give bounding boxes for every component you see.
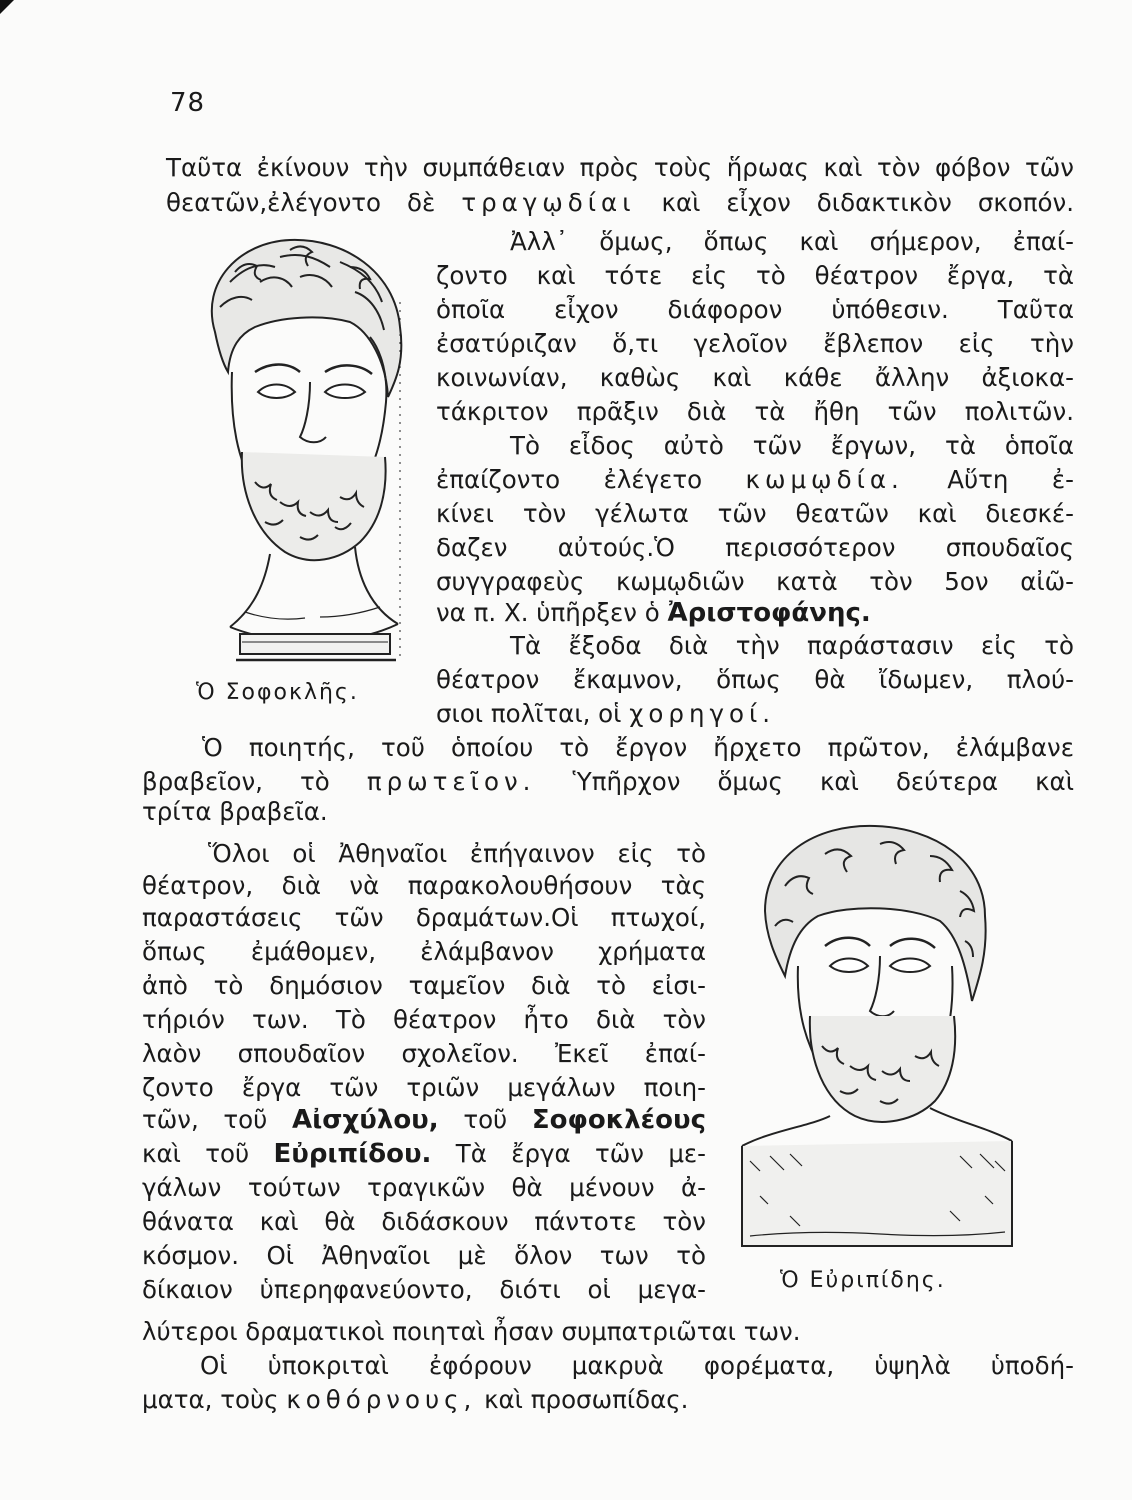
text-line-33: κόσμον. Οἱ Ἀθηναῖοι μὲ ὅλον των τὸ — [142, 1241, 706, 1270]
text-line-25: ἀπὸ τὸ δημόσιον ταμεῖον διὰ τὸ εἰσι- — [142, 971, 706, 1000]
text-fragment: Ὑπῆρχον ὅμως καὶ δεύτερα καὶ — [572, 767, 1074, 796]
text-line-36: Οἱ ὑποκριταὶ ἐφόρουν μακρυὰ φορέματα, ὑψηλὰ ὑποδή- — [200, 1351, 1074, 1380]
text-line-18: Ὁ ποιητής, τοῦ ὁποίου τὸ ἔργον ἤρχετο πρῶτον, ἐλάμβανε — [202, 733, 1074, 762]
name-aeschylus: Αἰσχύλου, — [292, 1105, 439, 1135]
text-fragment: θεατῶν,ἐλέγοντο δὲ — [166, 188, 436, 217]
text-line-19 — [142, 766, 1074, 798]
text-line-1: Ταῦτα ἐκίνουν τὴν συμπάθειαν πρὸς τοὺς ἥρωας καὶ τὸν φόβον τῶν — [166, 153, 1074, 182]
text-fragment: καὶ προσωπίδας. — [484, 1385, 689, 1414]
text-line-20: τρίτα βραβεῖα. — [142, 797, 328, 826]
text-line-26: τήριόν των. Τὸ θέατρον ἦτο διὰ τὸν — [142, 1005, 706, 1034]
text-line-10 — [436, 464, 1074, 496]
text-line-31: γάλων τούτων τραγικῶν θὰ μένουν ἀ- — [142, 1173, 706, 1202]
text-line-32: θάνατα καὶ θὰ διδάσκουν πάντοτε τὸν — [142, 1207, 706, 1236]
name-euripides: Εὐριπίδου. — [273, 1139, 432, 1169]
caption-euripides: Ὁ Εὐριπίδης. — [780, 1268, 946, 1293]
text-line-22: θέατρον, διὰ νὰ παρακολουθήσουν τὰς — [142, 871, 706, 900]
term-choregoi: χορηγοί. — [629, 699, 776, 728]
euripides-bust-illustration — [730, 816, 1020, 1256]
text-fragment: ἐπαίζοντο ἐλέγετο — [436, 465, 703, 494]
text-line-23: παραστάσεις τῶν δραμάτων.Οἱ πτωχοί, — [142, 903, 706, 932]
text-line-16: θέατρον ἔκαμνον, ὅπως θὰ ἴδωμεν, πλού- — [436, 665, 1074, 694]
text-line-9: Τὸ εἶδος αὐτὸ τῶν ἔργων, τὰ ὁποῖα — [510, 431, 1074, 460]
term-tragodiai: τραγῳδίαι — [461, 188, 636, 217]
text-line-7: κοινωνίαν, καθὼς καὶ κάθε ἄλλην ἀξιοκα- — [436, 363, 1074, 392]
term-komodia: κωμῳδία. — [745, 465, 904, 494]
text-line-14 — [436, 597, 1074, 629]
text-line-15: Τὰ ἔξοδα διὰ τὴν παράστασιν εἰς τὸ — [510, 631, 1074, 660]
text-line-29 — [142, 1104, 706, 1136]
text-line-17 — [436, 698, 1074, 730]
text-line-30 — [142, 1138, 706, 1170]
name-aristophanes: Ἀριστοφάνης. — [667, 598, 871, 628]
text-line-13: συγγραφεὺς κωμῳδιῶν κατὰ τὸν 5ον αἰῶ- — [436, 567, 1074, 596]
text-line-2 — [166, 187, 1074, 219]
text-line-12: δαζεν αὐτούς.Ὁ περισσότερον σπουδαῖος — [436, 533, 1074, 562]
text-line-27: λαὸν σπουδαῖον σχολεῖον. Ἐκεῖ ἐπαί- — [142, 1039, 706, 1068]
caption-sophocles: Ὁ Σοφοκλῆς. — [196, 680, 359, 705]
text-line-37 — [142, 1384, 1074, 1416]
text-line-35: λύτεροι δραματικοὶ ποιηταὶ ἦσαν συμπατριῶται των. — [142, 1317, 801, 1346]
text-fragment: σιοι πολῖται, οἱ — [436, 699, 622, 728]
text-line-34: δίκαιον ὑπερηφανεύοντο, διότι οἱ μεγα- — [142, 1275, 706, 1304]
text-fragment: Τὰ ἔργα τῶν με- — [455, 1139, 706, 1168]
text-line-4: ζοντο καὶ τότε εἰς τὸ θέατρον ἔργα, τὰ — [436, 261, 1074, 290]
text-fragment: τῶν, τοῦ — [142, 1105, 268, 1134]
text-fragment: ματα, τοὺς — [142, 1385, 279, 1414]
text-line-11: κίνει τὸν γέλωτα τῶν θεατῶν καὶ διεσκέ- — [436, 499, 1074, 528]
name-sophocles: Σοφοκλέους — [531, 1105, 706, 1135]
text-fragment: καὶ εἶχον διδακτικὸν σκοπόν. — [661, 188, 1075, 217]
page-number: 78 — [170, 88, 206, 118]
text-line-28: ζοντο ἔργα τῶν τριῶν μεγάλων ποιη- — [142, 1073, 706, 1102]
text-line-8: τάκριτον πρᾶξιν διὰ τὰ ἤθη τῶν πολιτῶν. — [436, 397, 1074, 426]
text-line-6: ἐσατύριζαν ὅ,τι γελοῖον ἔβλεπον εἰς τὴν — [436, 329, 1074, 358]
text-fragment: τοῦ — [463, 1105, 508, 1134]
text-line-5: ὁποῖα εἶχον διάφορον ὑπόθεσιν. Ταῦτα — [436, 295, 1074, 324]
term-proteion: πρωτεῖον. — [366, 767, 536, 796]
text-fragment: να π. Χ. ὑπῆρξεν ὁ — [436, 598, 660, 627]
text-line-3: Ἀλλ᾽ ὅμως, ὅπως καὶ σήμερον, ἐπαί- — [510, 227, 1074, 256]
text-fragment: βραβεῖον, τὸ — [142, 767, 330, 796]
text-line-21: Ὅλοι οἱ Ἀθηναῖοι ἐπήγαινον εἰς τὸ — [208, 839, 706, 868]
page-corner-mark — [0, 0, 14, 14]
sophocles-bust-illustration — [160, 222, 430, 672]
term-kothornous: κοθόρνους, — [286, 1385, 477, 1414]
text-fragment: καὶ τοῦ — [142, 1139, 250, 1168]
text-fragment: Αὕτη ἐ- — [947, 465, 1074, 494]
text-line-24: ὅπως ἐμάθομεν, ἐλάμβανον χρήματα — [142, 937, 706, 966]
